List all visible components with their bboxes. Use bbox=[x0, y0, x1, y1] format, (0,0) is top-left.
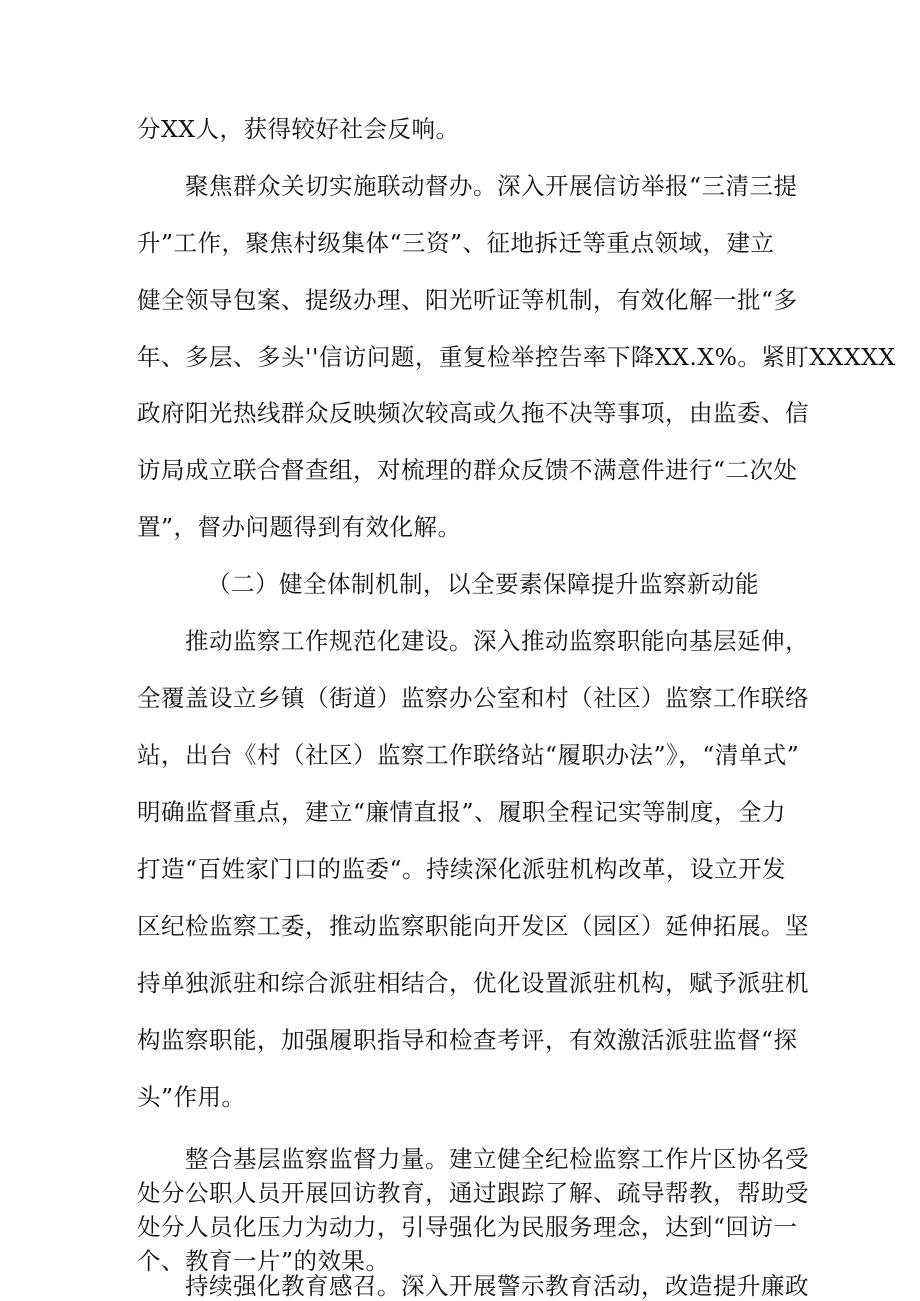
text-line: 政府阳光热线群众反映频次较高或久拖不决等事项，由监委、信 bbox=[137, 399, 809, 427]
text-line: 处分公职人员开展回访教育，通过跟踪了解、疏导帮教，帮助受 bbox=[137, 1179, 809, 1207]
text-line: 年、多层、多头''信访问题，重复检举控告率下降XX.X%。紧盯XXXXX bbox=[137, 343, 896, 371]
paragraph-start-line: 整合基层监察监督力量。建立健全纪检监察工作片区协名受 bbox=[185, 1145, 809, 1173]
text-line: 全覆盖设立乡镇（街道）监察办公室和村（社区）监察工作联络 bbox=[137, 684, 809, 712]
text-line: 个、教育一片”的效果。 bbox=[137, 1247, 390, 1275]
text-line: 访局成立联合督查组，对梳理的群众反馈不满意件进行“二次处 bbox=[137, 456, 798, 484]
text-line: 处分人员化压力为动力，引导强化为民服务理念，达到“回访一 bbox=[137, 1213, 798, 1241]
text-line: 分XX人，获得较好社会反响。 bbox=[137, 115, 460, 143]
text-line: 构监察职能，加强履职指导和检查考评，有效激活派驻监督“探 bbox=[137, 1026, 798, 1054]
paragraph-start-line: 推动监察工作规范化建设。深入推动监察职能向基层延伸， bbox=[185, 627, 809, 655]
text-line: 明确监督重点，建立“廉情直报”、履职全程记实等制度，全力 bbox=[137, 798, 787, 826]
text-line: 头”作用。 bbox=[137, 1083, 246, 1111]
text-line: 打造“百姓家门口的监委“。持续深化派驻机构改革，设立开发 bbox=[137, 855, 787, 883]
text-line: 健全领导包案、提级办理、阳光听证等机制，有效化解一批“多 bbox=[137, 286, 798, 314]
text-line: 站，出台《村（社区）监察工作联络站“履职办法”》，“清单式” bbox=[137, 741, 800, 769]
text-line: 升”工作，聚焦村级集体“三资”、征地拆迁等重点领域，建立 bbox=[137, 229, 775, 257]
paragraph-start-line: 持续强化教育感召。深入开展警示教育活动，改造提升廉政 bbox=[185, 1272, 809, 1300]
section-heading: （二）健全体制机制，以全要素保障提升监察新动能 bbox=[207, 570, 759, 598]
text-line: 置”，督办问题得到有效化解。 bbox=[137, 513, 462, 541]
text-line: 持单独派驻和综合派驻相结合，优化设置派驻机构，赋予派驻机 bbox=[137, 969, 809, 997]
paragraph-start-line: 聚焦群众关切实施联动督办。深入开展信访举报“三清三提 bbox=[185, 172, 798, 200]
text-line: 区纪检监察工委，推动监察职能向开发区（园区）延伸拓展。坚 bbox=[137, 912, 809, 940]
